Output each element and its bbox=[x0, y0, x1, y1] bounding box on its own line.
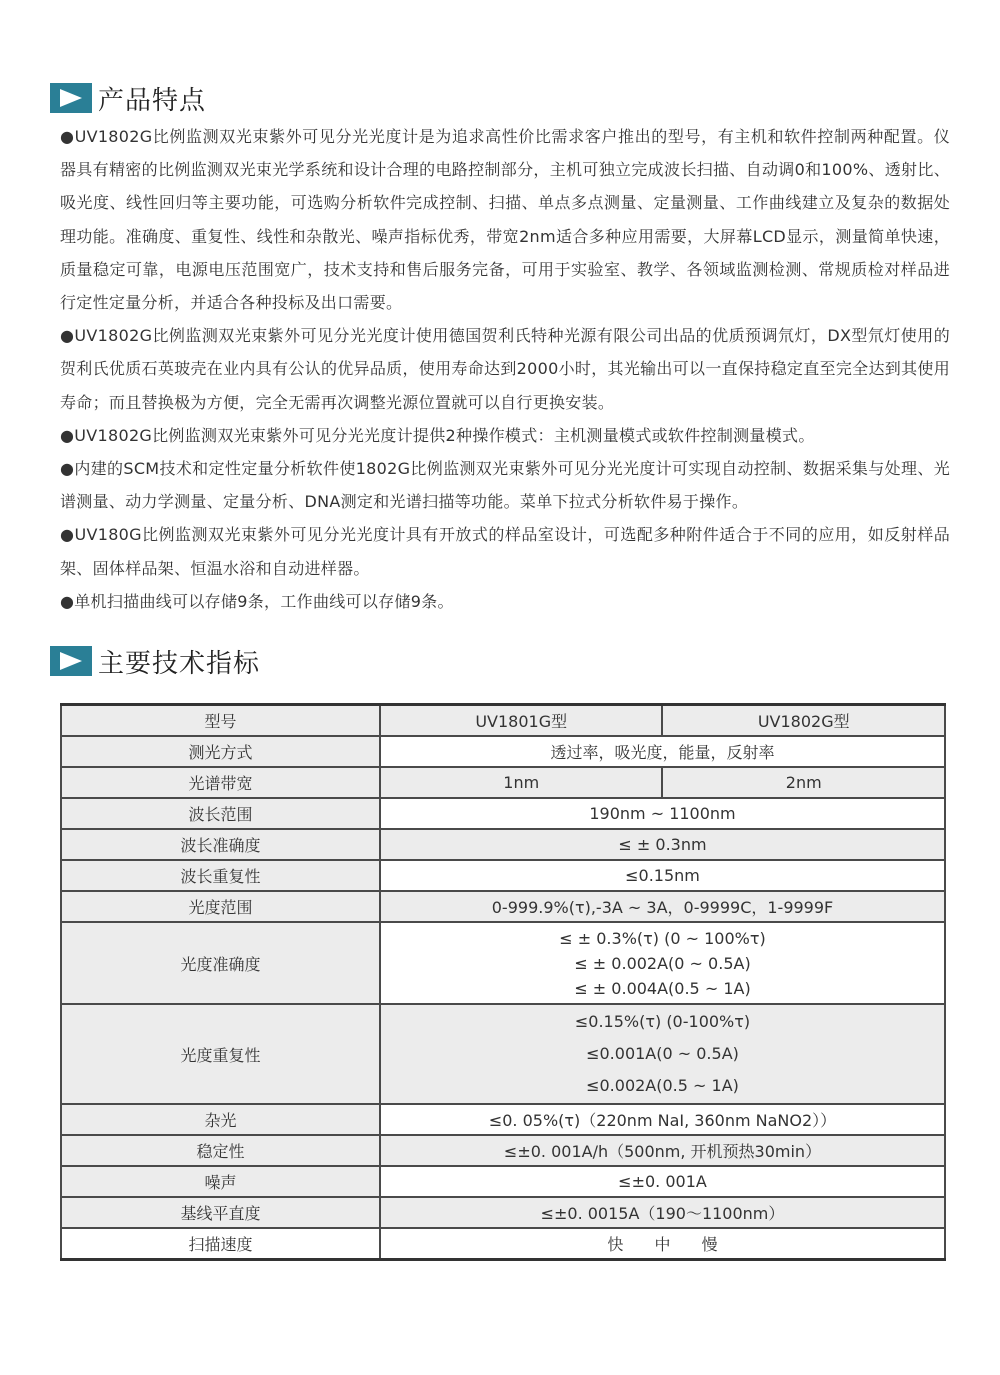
feature-paragraph: ●UV180G比例监测双光束紫外可见分光光度计具有开放式的样品室设计，可选配多种附件适合于不同的应用，如反射样品架、固体样品架、恒温水浴和自动进样器。 bbox=[60, 525, 950, 578]
row-value: 透过率，吸光度，能量，反射率 bbox=[380, 736, 945, 767]
table-row bbox=[61, 767, 945, 798]
speed-slow: 慢 bbox=[701, 1235, 718, 1254]
row-value: 1nm bbox=[380, 767, 662, 798]
feature-paragraph: ●单机扫描曲线可以存储9条，工作曲线可以存储9条。 bbox=[60, 591, 454, 611]
table-row bbox=[61, 736, 945, 767]
value-line: ≤ ± 0.004A(0.5 ~ 1A) bbox=[574, 978, 751, 998]
row-label: 光度范围 bbox=[61, 891, 380, 922]
table-row bbox=[61, 1104, 945, 1135]
value-line: ≤ ± 0.002A(0 ~ 0.5A) bbox=[574, 953, 751, 973]
table-row bbox=[61, 1135, 945, 1166]
row-value bbox=[380, 1228, 945, 1260]
section-header-specs bbox=[50, 643, 260, 679]
value-line: ≤ ± 0.3%(τ) (0 ~ 100%τ) bbox=[559, 928, 766, 948]
feature-paragraph: ●UV1802G比例监测双光束紫外可见分光光度计提供2种操作模式：主机测量模式或软件控制测量模式。 bbox=[60, 425, 815, 445]
row-label: 稳定性 bbox=[61, 1135, 380, 1166]
row-label: 噪声 bbox=[61, 1166, 380, 1197]
value-line: ≤0.15%(τ) (0-100%τ) bbox=[574, 1012, 751, 1031]
row-value: 0-999.9%(τ),-3A ~ 3A，0-9999C，1-9999F bbox=[380, 891, 945, 922]
table-row bbox=[61, 860, 945, 891]
table-row bbox=[61, 1197, 945, 1228]
play-triangle-icon bbox=[50, 646, 92, 676]
row-label: 光度重复性 bbox=[61, 1004, 380, 1104]
table-row bbox=[61, 798, 945, 829]
row-label: 波长准确度 bbox=[61, 829, 380, 860]
row-value: ≤0. 05%(τ)（220nm NaI, 360nm NaNO2）） bbox=[380, 1104, 945, 1135]
row-value: ≤ ± 0.3nm bbox=[380, 829, 945, 860]
table-row bbox=[61, 1228, 945, 1260]
table-row bbox=[61, 922, 945, 1004]
model-cell: UV1802G型 bbox=[662, 705, 945, 737]
row-label: 杂光 bbox=[61, 1104, 380, 1135]
row-label: 光谱带宽 bbox=[61, 767, 380, 798]
row-value bbox=[380, 922, 945, 1004]
feature-paragraph: ●UV1802G比例监测双光束紫外可见分光光度计是为追求高性价比需求客户推出的型号，有主机和软件控制两种配置。仪器具有精密的比例监测双光束光学系统和设计合理的电路控制部分，主机可独立完成波长扫描、自动调0和100%、透射比、吸光度、线性回归等主要功能，可选购分析软件完成控制、扫描、单点多点测量、定量测量、工作曲线建立及复杂的数据处理功能。准确度、重复性、线性和杂散光、噪声指标优秀，带宽2nm适合多种应用需要，大屏幕LCD显示，测量简单快速，质量稳定可靠，电源电压范围宽广，技术支持和售后服务完备，可用于实验室、教学、各领域监测检测、常规质检对样品进行定性定量分析，并适合各种投标及出口需要。 bbox=[60, 127, 950, 313]
row-label: 测光方式 bbox=[61, 736, 380, 767]
section-header-features bbox=[50, 80, 206, 116]
table-row bbox=[61, 1166, 945, 1197]
model-cell: UV1801G型 bbox=[380, 705, 662, 737]
play-triangle-icon bbox=[50, 83, 92, 113]
row-label: 波长重复性 bbox=[61, 860, 380, 891]
row-label: 波长范围 bbox=[61, 798, 380, 829]
row-value: ≤0.15nm bbox=[380, 860, 945, 891]
spec-table bbox=[60, 703, 946, 1261]
feature-paragraph: ●内建的SCM技术和定性定量分析软件使1802G比例监测双光束紫外可见分光光度计可实现自动控制、数据采集与处理、光谱测量、动力学测量、定量分析、DNA测定和光谱扫描等功能。菜单下拉式分析软件易于操作。 bbox=[60, 459, 950, 512]
speed-medium: 中 bbox=[654, 1235, 697, 1254]
table-row bbox=[61, 705, 945, 737]
value-line: ≤0.002A(0.5 ~ 1A) bbox=[586, 1076, 739, 1095]
speed-fast: 快 bbox=[607, 1235, 650, 1254]
row-label: 基线平直度 bbox=[61, 1197, 380, 1228]
row-value: 2nm bbox=[662, 767, 945, 798]
row-value: ≤±0. 001A bbox=[380, 1166, 945, 1197]
table-row bbox=[61, 1004, 945, 1104]
row-value: ≤±0. 001A/h（500nm, 开机预热30min） bbox=[380, 1135, 945, 1166]
row-label: 型号 bbox=[61, 705, 380, 737]
table-row bbox=[61, 891, 945, 922]
feature-paragraph: ●UV1802G比例监测双光束紫外可见分光光度计使用德国贺利氏特种光源有限公司出品的优质预调氘灯，DX型氘灯使用的贺利氏优质石英玻壳在业内具有公认的优异品质，使用寿命达到2000小时，其光输出可以一直保持稳定直至完全达到其使用寿命；而且替换极为方便，完全无需再次调整光源位置就可以自行更换安装。 bbox=[60, 326, 950, 412]
row-value bbox=[380, 1004, 945, 1104]
features-text bbox=[60, 120, 950, 618]
row-value: 190nm ~ 1100nm bbox=[380, 798, 945, 829]
table-row bbox=[61, 829, 945, 860]
row-value: ≤±0. 0015A（190～1100nm） bbox=[380, 1197, 945, 1228]
row-label: 光度准确度 bbox=[61, 922, 380, 1004]
section-title-specs: 主要技术指标 bbox=[98, 648, 261, 679]
value-line: ≤0.001A(0 ~ 0.5A) bbox=[586, 1044, 739, 1063]
section-title-features: 产品特点 bbox=[98, 85, 207, 116]
row-label: 扫描速度 bbox=[61, 1228, 380, 1260]
